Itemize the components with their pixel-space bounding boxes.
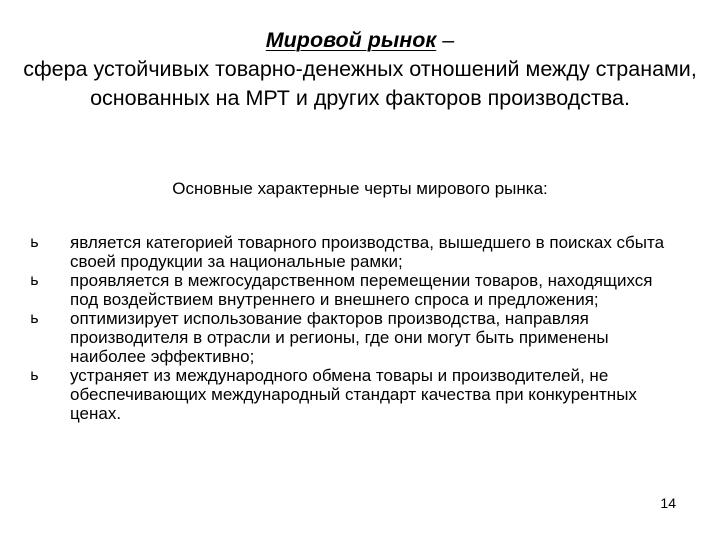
feature-item [30,233,680,271]
definition-block [20,26,700,113]
definition-title-line [20,26,700,55]
page-number: 14 [660,495,676,511]
feature-item [30,366,680,423]
definition-text: сфера устойчивых товарно-денежных отношений между странами, основанных на МРТ и других факторов производства. [23,57,697,110]
bullet-icon: ь [30,233,39,251]
definition-dash: – [436,28,455,52]
feature-item [30,309,680,366]
bullet-icon: ь [30,366,39,384]
features-heading: Основные характерные черты мирового рынка: [172,179,548,198]
bullet-icon: ь [30,271,39,289]
feature-text: является категорией товарного производства, вышедшего в поисках сбыта своей продукции за национальные рамки; [70,233,665,271]
feature-text: оптимизирует использование факторов производства, направляя производителя в отрасли и регионы, где они могут быть применены наиболее эффективно; [70,309,609,366]
features-list [30,233,680,423]
feature-text: проявляется в межгосударственном перемещении товаров, находящихся под воздействием внутреннего и внешнего спроса и предложения; [70,271,653,309]
definition-term: Мировой рынок [265,28,437,52]
bullet-icon: ь [30,309,39,327]
feature-item [30,271,680,309]
feature-text: устраняет из международного обмена товары и производителей, не обеспечивающих международный стандарт качества при конкурентных ценах. [70,366,637,423]
